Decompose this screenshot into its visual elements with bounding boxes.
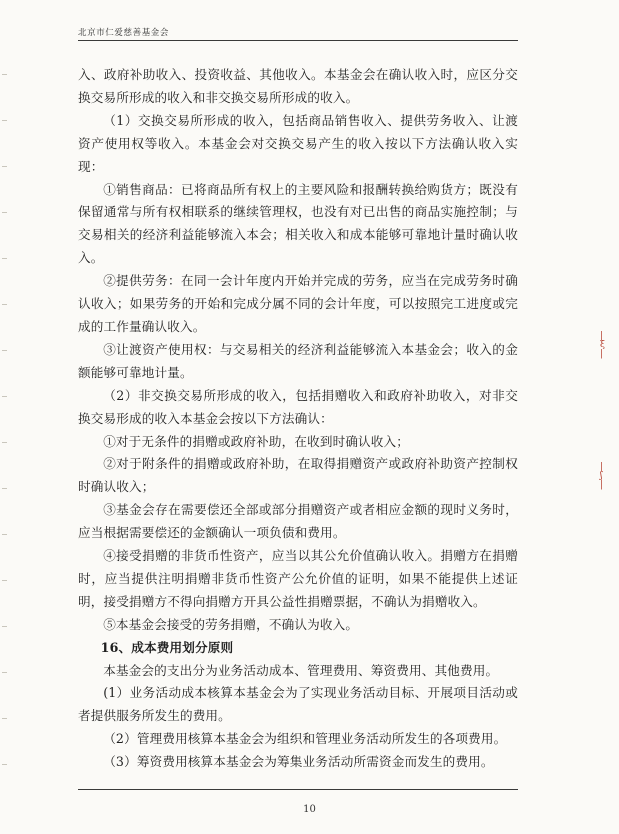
paragraph: (1）业务活动成本核算本基金会为了实现业务活动目标、开展项目活动或者提供服务所发生的费用。 (78, 685, 518, 724)
edge-tick (2, 212, 7, 213)
paragraph: （1）交换交易所形成的收入，包括商品销售收入、提供劳务收入、让渡资产使用权等收入。本基金会对交换交易产生的收入按以下方法确认收入实现： (78, 112, 518, 174)
edge-tick (2, 442, 7, 443)
footer-divider (78, 789, 518, 790)
paragraph: （2）管理费用核算本基金会为组织和管理业务活动所发生的各项费用。 (103, 731, 507, 747)
paragraph: ③基金会存在需要偿还全部或部分捐赠资产或者相应金额的现时义务时，应当根据需要偿还的金额确认一项负债和费用。 (78, 502, 518, 541)
edge-tick (2, 120, 7, 121)
edge-tick (2, 350, 7, 351)
edge-tick (2, 718, 7, 719)
header-divider (78, 40, 518, 41)
edge-tick (2, 626, 7, 627)
page-number: 10 (303, 804, 316, 815)
edge-tick (2, 258, 7, 259)
paragraph: ①销售商品：已将商品所有权上的主要风险和报酬转换给购货方；既没有保留通常与所有权相联系的继续管理权，也没有对已出售的商品实施控制；与交易相关的经济利益能够流入本会；相关收入和成本能够可靠地计量时确认收入。 (78, 181, 518, 266)
edge-tick (2, 166, 7, 167)
paragraph: 入、政府补助收入、投资收益、其他收入。本基金会在确认收入时，应区分交换交易所形成的收入和非交换交易所形成的收入。 (78, 67, 518, 105)
header-organization-name: 北京市仁爱慈善基金会 (78, 28, 170, 38)
paragraph: ⑤本基金会接受的劳务捐赠，不确认为收入。 (103, 616, 359, 632)
edge-tick (2, 488, 7, 489)
paragraph: （3）筹资费用核算本基金会为筹集业务活动所需资金而发生的费用。 (103, 754, 494, 770)
edge-tick (2, 396, 7, 397)
paragraph: ②对于附条件的捐赠或政府补助，在取得捐赠资产或政府补助资产控制权时确认收入； (78, 456, 518, 495)
paragraph: （2）非交换交易所形成的收入，包括捐赠收入和政府补助收入，对非交换交易形成的收入本基金会按以下方法确认： (78, 387, 518, 426)
edge-tick (2, 304, 7, 305)
paragraph: ①对于无条件的捐赠或政府补助，在收到时确认收入； (103, 433, 410, 449)
edge-tick (2, 580, 7, 581)
edge-tick (2, 764, 7, 765)
binding-mark-icon: | ξ | (600, 331, 605, 359)
paragraph: ②提供劳务：在同一会计年度内开始并完成的劳务，应当在完成劳务时确认收入；如果劳务的开始和完成分属不同的会计年度，可以按照完工进度或完成的工作量确认收入。 (78, 273, 518, 334)
edge-tick (2, 672, 7, 673)
edge-tick (2, 74, 7, 75)
paragraph: ④接受捐赠的非货币性资产，应当以其公允价值确认收入。捐赠方在捐赠时，应当提供注明捐赠非货币性资产公允价值的证明，如果不能提供上述证明，接受捐赠方不得向捐赠方开具公益性捐赠票据，不确认为捐赠收入。 (78, 548, 518, 609)
body-text (78, 64, 518, 774)
paragraph: 本基金会的支出分为业务活动成本、管理费用、筹资费用、其他费用。 (103, 662, 499, 678)
binding-mark-icon: | ʃ | (600, 462, 604, 490)
edge-tick (2, 534, 7, 535)
paragraph: ③让渡资产使用权：与交易相关的经济利益能够流入本基金会；收入的金额能够可靠地计量。 (78, 341, 518, 380)
section-heading: 16、成本费用划分原则 (100, 639, 234, 655)
